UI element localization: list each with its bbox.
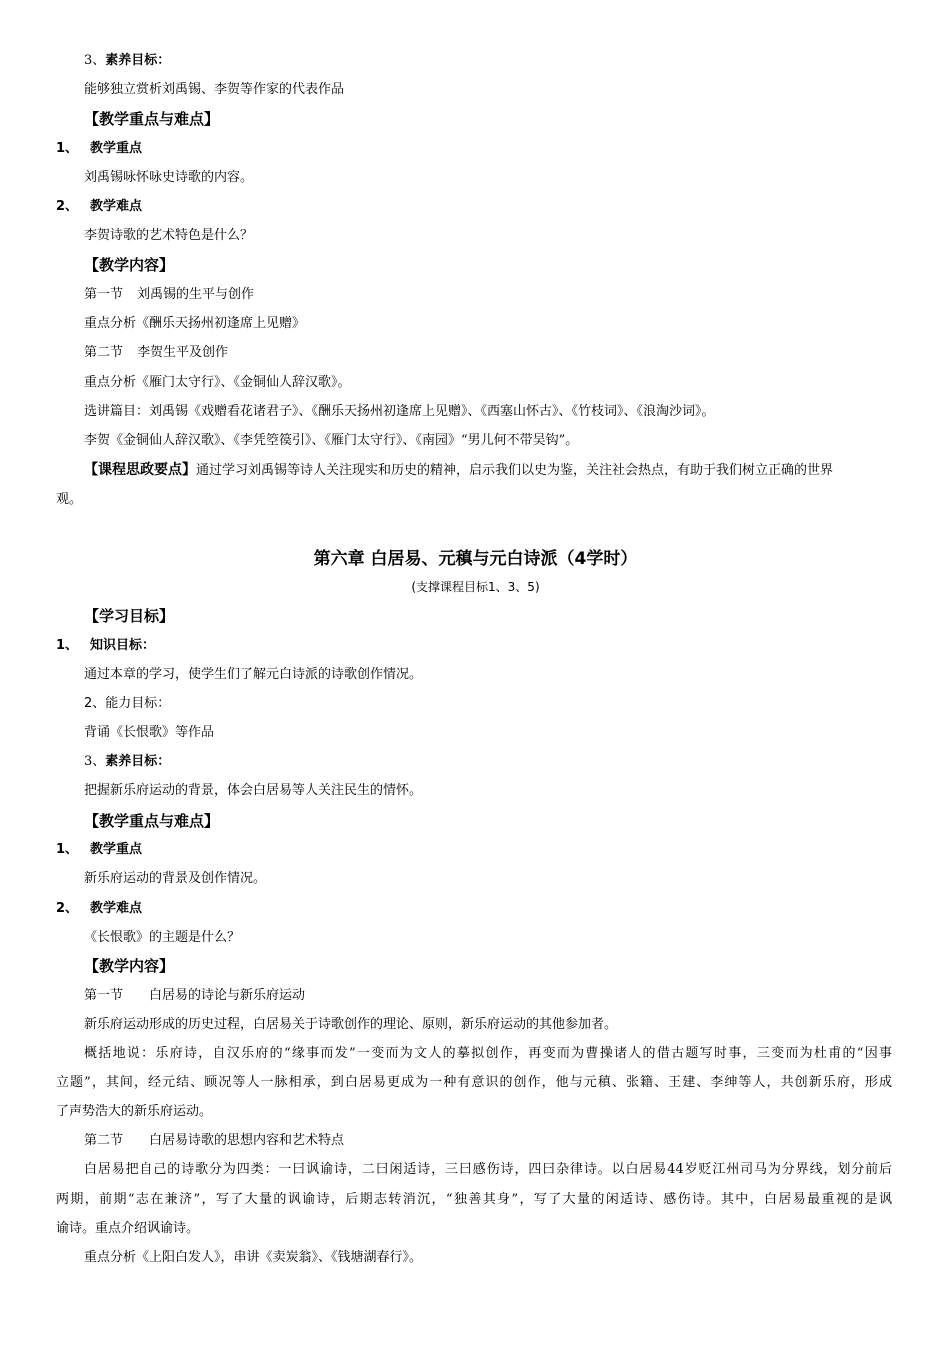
paragraph: 新乐府运动形成的历史过程，白居易关于诗歌创作的理论、原则，新乐府运动的其他参加者。 [84,1017,618,1032]
item-label: 素养目标： [105,53,171,68]
section-title: 刘禹锡的生平与创作 [137,287,255,302]
objective-3 [84,52,170,70]
numbered-heading [56,198,142,216]
paragraph-line: 了声势浩大的新乐府运动。 [56,1104,213,1119]
item-label: 教学重点 [90,141,143,156]
numbered-heading [56,841,142,859]
item-number: 2、 [56,901,79,916]
paragraph: 选讲篇目：刘禹锡《戏赠看花诸君子》、《酬乐天扬州初逢席上见赠》、《西塞山怀古》、《竹枝词》、《浪淘沙词》。 [84,404,715,419]
paragraph: 刘禹锡咏怀咏史诗歌的内容。 [84,170,254,185]
section-heading: 【教学重点与难点】 [84,110,220,128]
section-heading: 【教学内容】 [84,957,175,975]
paragraph: 李贺诗歌的艺术特色是什么？ [84,228,254,243]
paragraph-line: 两期，前期“志在兼济”，写了大量的讽谕诗，后期志转消沉，“独善其身”，写了大量的闲适诗、感伤诗。其中，白居易最重视的是讽 [56,1192,892,1207]
item-label: 知识目标： [90,638,156,653]
paragraph: 重点分析《雁门太守行》、《金铜仙人辞汉歌》。 [84,375,351,390]
paragraph: 李贺《金铜仙人辞汉歌》、《李凭箜篌引》、《雁门太守行》、《南园》“男儿何不带吴钩”。 [84,433,579,448]
item-number: 3、 [84,754,106,769]
item-number: 1、 [56,842,79,857]
item-label: 教学重点 [90,842,143,857]
paragraph: 重点分析《上阳白发人》，串讲《卖炭翁》、《钱塘湖春行》。 [84,1250,423,1265]
item-label: 素养目标： [105,754,171,769]
ideology-paragraph [84,461,833,480]
objective-3 [84,753,170,771]
section-title: 白居易的诗论与新乐府运动 [149,988,306,1003]
item-label: 教学难点 [90,901,143,916]
item-label: 教学难点 [90,199,143,214]
paragraph-text: 通过学习刘禹锡等诗人关注现实和历史的精神，启示我们以史为鉴，关注社会热点，有助于我们树立正确的世界 [196,463,834,478]
paragraph: 把握新乐府运动的背景，体会白居易等人关注民生的情怀。 [84,783,423,798]
item-number: 3、 [84,53,106,68]
chapter-title: 第六章 白居易、元稹与元白诗派（4学时） [313,549,638,569]
numbered-heading [56,900,142,918]
section-line [84,987,305,1005]
paragraph: 能够独立赏析刘禹锡、李贺等作家的代表作品 [84,82,345,97]
numbered-heading [56,140,142,158]
section-line [84,1132,344,1150]
paragraph: 新乐府运动的背景及创作情况。 [84,871,267,886]
section-heading: 【教学重点与难点】 [84,812,220,830]
paragraph: 通过本章的学习，使学生们了解元白诗派的诗歌创作情况。 [84,667,423,682]
section-heading: 【学习目标】 [84,607,175,625]
section-line [84,286,254,304]
section-number: 第一节 [84,988,124,1003]
paragraph-line: 立题”，其间，经元结、顾况等人一脉相承，到白居易更成为一种有意识的创作，他与元稹、张籍、王建、李绅等人，共创新乐府，形成 [56,1075,892,1090]
item-number: 1、 [56,638,79,653]
section-number: 第二节 [84,1133,124,1148]
objective-2: 2、能力目标： [84,696,171,711]
section-title: 李贺生平及创作 [137,345,229,360]
item-number: 1、 [56,141,79,156]
item-number: 2、 [56,199,79,214]
paragraph: 观。 [56,492,83,507]
section-heading: 【教学内容】 [84,256,175,274]
paragraph-line: 白居易把自己的诗歌分为四类：一曰讽谕诗，二曰闲适诗，三曰感伤诗，四曰杂律诗。以白居易44岁贬江州司马为分界线，划分前后 [84,1162,892,1177]
numbered-heading [56,637,155,655]
paragraph-line: 概括地说：乐府诗，自汉乐府的“缘事而发”一变而为文人的摹拟创作，再变而为曹操诸人的借古题写时事，三变而为杜甫的“因事 [84,1046,892,1061]
chapter-subtitle: (支撑课程目标1、3、5) [411,580,540,594]
section-number: 第二节 [84,345,124,360]
paragraph: 《长恨歌》的主题是什么？ [84,930,241,945]
section-line [84,344,228,362]
paragraph: 重点分析《酬乐天扬州初逢席上见赠》 [84,316,306,331]
inline-heading: 【课程思政要点】 [84,462,196,478]
paragraph-line: 谕诗。重点介绍讽谕诗。 [56,1221,200,1236]
section-title: 白居易诗歌的思想内容和艺术特点 [149,1133,345,1148]
section-number: 第一节 [84,287,124,302]
paragraph: 背诵《长恨歌》等作品 [84,725,215,740]
